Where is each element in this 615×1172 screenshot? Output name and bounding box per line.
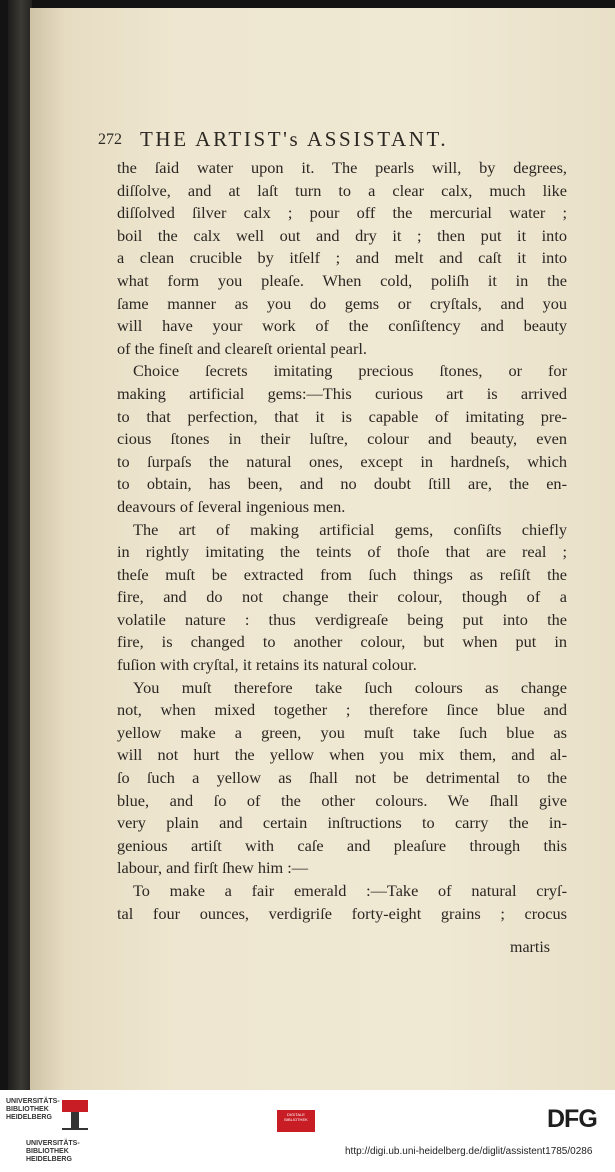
dfg-logo: DFG [547,1105,597,1133]
text-line: ſame manner as you do gems or cryſtals, and you [117,293,567,313]
text-line: what form you pleaſe. When cold, poliſh it in the [117,270,567,290]
text-line: to obtain, has been, and no doubt ſtill are, the en- [117,474,567,494]
page-header [98,127,528,153]
text-line: ſo ſuch a yellow as ſhall not be detrimental to the [117,768,567,788]
text-line: volatile nature : thus verdigreaſe being put into the [117,609,567,629]
text-line: the ſaid water upon it. The pearls will, by degrees, [117,158,567,177]
text-line: to that perfection, that it is capable of imitating pre- [117,406,567,426]
source-url[interactable]: http://digi.ub.uni-heidelberg.de/diglit/assistent1785/0286 [345,1146,593,1157]
text-line: diſſolved ſilver calx ; pour off the mercurial water ; [117,203,567,223]
text-line: tal four ounces, verdigriſe forty-eight grains ; crocus [117,903,567,923]
text-line: diſſolve, and at laſt turn to a clear calx, much like [117,180,567,200]
text-line: boil the calx well out and dry it ; then put it into [117,225,567,245]
text-line: Choice ſecrets imitating precious ſtones, or for [133,361,567,381]
text-line: fuſion with cryſtal, it retains its natural colour. [117,655,417,675]
text-line: To make a fair emerald :—Take of natural cryſ- [133,881,567,900]
body-text [117,157,567,925]
text-line: in rightly imitating the teints of thoſe that are real ; [117,542,567,562]
text-line: making artificial gems:—This curious art is arrived [117,383,567,403]
text-line: deavours of ſeveral ingenious men. [117,496,346,516]
running-title: THE ARTIST's ASSISTANT. [140,127,449,151]
text-line: will have your work of the conſiſtency and beauty [117,316,567,336]
viewer-footer [0,1090,615,1172]
text-line: genious artiſt with caſe and pleaſure through this [117,835,567,855]
library-mark-icon [62,1100,88,1130]
book-edge [8,0,32,1090]
text-line: of the fineſt and cleareſt oriental pearl. [117,338,367,358]
text-line: theſe muſt be extracted from ſuch things as reſiſt the [117,564,567,584]
text-line: a clean crucible by itſelf ; and melt and caſt it into [117,248,567,268]
text-line: blue, and ſo of the other colours. We ſhall give [117,790,567,810]
catchword: martis [510,939,550,956]
text-line: fire, and do not change their colour, though of a [117,587,567,607]
university-library-logo [6,1098,96,1168]
text-line: to ſurpaſs the natural ones, except in hardneſs, which [117,451,567,471]
text-line: fire, is changed to another colour, but when put in [117,632,567,652]
text-line: very plain and certain inſtructions to carry the in- [117,813,567,833]
page-number: 272 [98,131,122,148]
text-line: not, when mixed together ; therefore ſince blue and [117,700,567,720]
text-line: You muſt therefore take ſuch colours as change [133,677,567,697]
text-line: The art of making artificial gems, conſiſts chiefly [133,519,567,539]
text-line: yellow make a green, you muſt take ſuch blue as [117,722,567,742]
text-line: labour, and firſt ſhew him :— [117,858,309,878]
library-name-bottom: UNIVERSITÄTS- BIBLIOTHEK HEIDELBERG [26,1140,80,1163]
text-line: will not hurt the yellow when you mix them, and al- [117,745,567,765]
text-line: cious ſtones in their luſtre, colour and beauty, even [117,429,567,449]
library-name-top: UNIVERSITÄTS- BIBLIOTHEK HEIDELBERG [6,1098,60,1121]
digital-library-stamp: DIGITALE BIBLIOTHEK [277,1110,315,1132]
